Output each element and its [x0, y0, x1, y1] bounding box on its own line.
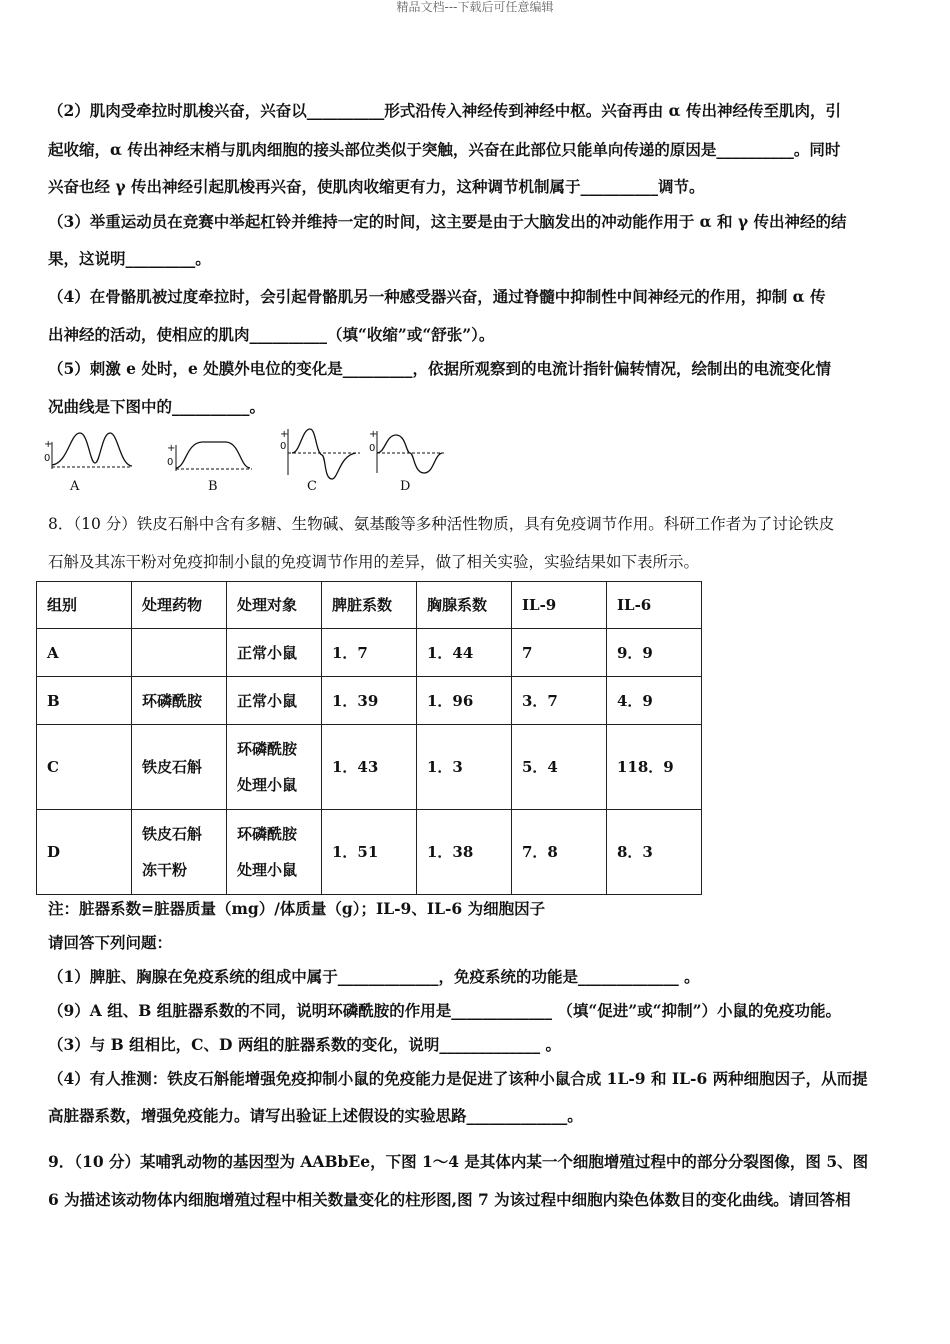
curve-c-zero: 0 [280, 441, 287, 452]
cell-il9: 7．8 [512, 810, 607, 895]
q7-part2-line1: （2）肌肉受牵拉时肌梭兴奋，兴奋以__________形式沿传入神经传到神经中枢。兴奋再由 α 传出神经传至肌肉，引 [48, 101, 842, 120]
q7-part3-line1: （3）举重运动员在竞赛中举起杠铃并维持一定的时间，这主要是由于大脑发出的冲动能作用于 α 和 γ 传出神经的结 [48, 212, 847, 231]
cell-group: A [37, 629, 132, 677]
q9-line1: 9．（10 分）某哺乳动物的基因型为 AABbEe，下图 1～4 是其体内某一个细胞增殖过程中的部分分裂图像，图 5、图 [48, 1152, 869, 1171]
table-header-row [37, 582, 702, 629]
q7-part2-line2: 起收缩，α 传出神经末梢与肌肉细胞的接头部位类似于突触，兴奋在此部位只能单向传递的原因是__________。同时 [48, 140, 841, 159]
q7-part3-line2: 果，这说明_________。 [48, 249, 211, 268]
cell-spleen: 1．7 [322, 629, 417, 677]
cell-spleen: 1．51 [322, 810, 417, 895]
cell-il9: 5．4 [512, 725, 607, 810]
cell-subject [227, 677, 322, 725]
q8-sub9: （9）A 组、B 组脏器系数的不同，说明环磷酰胺的作用是_____________ （填“促进”或“抑制”）小鼠的免疫功能。 [48, 1001, 842, 1020]
cell-group: B [37, 677, 132, 725]
curve-c-plus: + [280, 429, 289, 440]
q9-line2: 6 为描述该动物体内细胞增殖过程中相关数量变化的柱形图,图 7 为该过程中细胞内染色体数目的变化曲线。请回答相 [48, 1190, 851, 1209]
table-row [37, 677, 702, 725]
cell-subject-line: 正常小鼠 [237, 643, 298, 662]
curve-b-plus: + [167, 443, 176, 454]
cell-drug [132, 629, 227, 677]
header-group: 组别 [37, 582, 132, 629]
q7-part4-line2: 出神经的活动，使相应的肌肉__________（填“收缩”或“舒张”）。 [48, 325, 495, 344]
cell-thymus: 1．44 [417, 629, 512, 677]
cell-il6: 9．9 [607, 629, 702, 677]
cell-il6: 8．3 [607, 810, 702, 895]
cell-drug-line: 冻干粉 [142, 861, 188, 879]
cell-group: C [37, 725, 132, 810]
cell-subject [227, 725, 322, 810]
header-il9: IL-9 [512, 582, 607, 629]
q8-ask: 请回答下列问题： [48, 933, 173, 952]
cell-il6: 118．9 [607, 725, 702, 810]
curve-a-zero: 0 [44, 453, 51, 464]
cell-subject-line: 正常小鼠 [237, 691, 298, 710]
table-row [37, 810, 702, 895]
cell-spleen: 1．43 [322, 725, 417, 810]
curve-c-line [292, 429, 356, 479]
cell-drug [132, 677, 227, 725]
cell-thymus: 1．96 [417, 677, 512, 725]
cell-drug [132, 725, 227, 810]
q8-sub3: （3）与 B 组相比，C、D 两组的脏器系数的变化，说明_____________ 。 [48, 1035, 562, 1054]
cell-subject [227, 810, 322, 895]
curve-label-c: C [307, 479, 317, 494]
results-table [36, 581, 702, 895]
cell-thymus: 1．3 [417, 725, 512, 810]
cell-subject-line: 处理小鼠 [237, 861, 298, 879]
cell-il9: 7 [512, 629, 607, 677]
header-subject: 处理对象 [227, 582, 322, 629]
cell-drug-line: 铁皮石斛 [142, 825, 203, 843]
curve-label-a: A [70, 479, 80, 494]
header-il6: IL-6 [607, 582, 702, 629]
curve-b-line [176, 442, 250, 468]
cell-il6: 4．9 [607, 677, 702, 725]
cell-subject [227, 629, 322, 677]
curve-d-zero: 0 [369, 443, 376, 454]
curve-d-plus: + [369, 429, 378, 440]
q8-sub4-line1: （4）有人推测：铁皮石斛能增强免疫抑制小鼠的免疫能力是促进了该种小鼠合成 1L-9 和 IL-6 两种细胞因子，从而提 [48, 1069, 868, 1088]
q8-intro-line1: 8．（10 分）铁皮石斛中含有多糖、生物碱、氨基酸等多种活性物质，具有免疫调节作用。科研工作者为了讨论铁皮 [48, 515, 835, 533]
cell-il9: 3．7 [512, 677, 607, 725]
header-drug: 处理药物 [132, 582, 227, 629]
page-header: 精品文档---下载后可任意编辑 [396, 0, 554, 14]
q8-intro-line2: 石斛及其冻干粉对免疫抑制小鼠的免疫调节作用的差异，做了相关实验，实验结果如下表所示。 [48, 553, 700, 571]
q7-part2-line3: 兴奋也经 γ 传出神经引起肌梭再兴奋，使肌肉收缩更有力，这种调节机制属于__________调节。 [48, 177, 705, 196]
cell-subject-line: 环磷酰胺 [237, 740, 298, 758]
header-spleen: 脾脏系数 [322, 582, 417, 629]
cell-drug-line: 铁皮石斛 [142, 758, 203, 776]
cell-subject-line: 环磷酰胺 [237, 825, 298, 843]
curve-b-zero: 0 [167, 457, 174, 468]
curve-label-b: B [208, 479, 218, 494]
cell-thymus: 1．38 [417, 810, 512, 895]
q7-part5-line2: 况曲线是下图中的__________。 [48, 397, 266, 416]
cell-subject-line: 处理小鼠 [237, 776, 298, 794]
cell-drug-line: 环磷酰胺 [142, 691, 203, 710]
q7-part4-line1: （4）在骨骼肌被过度牵拉时，会引起骨骼肌另一种感受器兴奋，通过脊髓中抑制性中间神经元的作用，抑制 α 传 [48, 287, 826, 306]
header-thymus: 胸腺系数 [417, 582, 512, 629]
curve-a-line [52, 433, 132, 466]
curve-label-d: D [400, 479, 411, 494]
cell-drug [132, 810, 227, 895]
curve-d-line [377, 435, 442, 473]
q8-sub4-line2: 高脏器系数，增强免疫能力。请写出验证上述假设的实验思路_____________。 [48, 1106, 583, 1125]
table-row [37, 629, 702, 677]
cell-spleen: 1．39 [322, 677, 417, 725]
q7-part5-line1: （5）刺激 e 处时，e 处膜外电位的变化是_________，依据所观察到的电流计指针偏转情况，绘制出的电流变化情 [48, 359, 831, 378]
current-curves-svg [40, 425, 460, 495]
cell-group: D [37, 810, 132, 895]
curve-a-plus: + [44, 439, 53, 450]
table-row [37, 725, 702, 810]
current-curves-figure [40, 425, 460, 495]
q8-sub1: （1）脾脏、胸腺在免疫系统的组成中属于_____________，免疫系统的功能是_____________ 。 [48, 967, 700, 986]
table-note: 注：脏器系数=脏器质量（mg）/体质量（g）；IL-9、IL-6 为细胞因子 [48, 899, 546, 918]
